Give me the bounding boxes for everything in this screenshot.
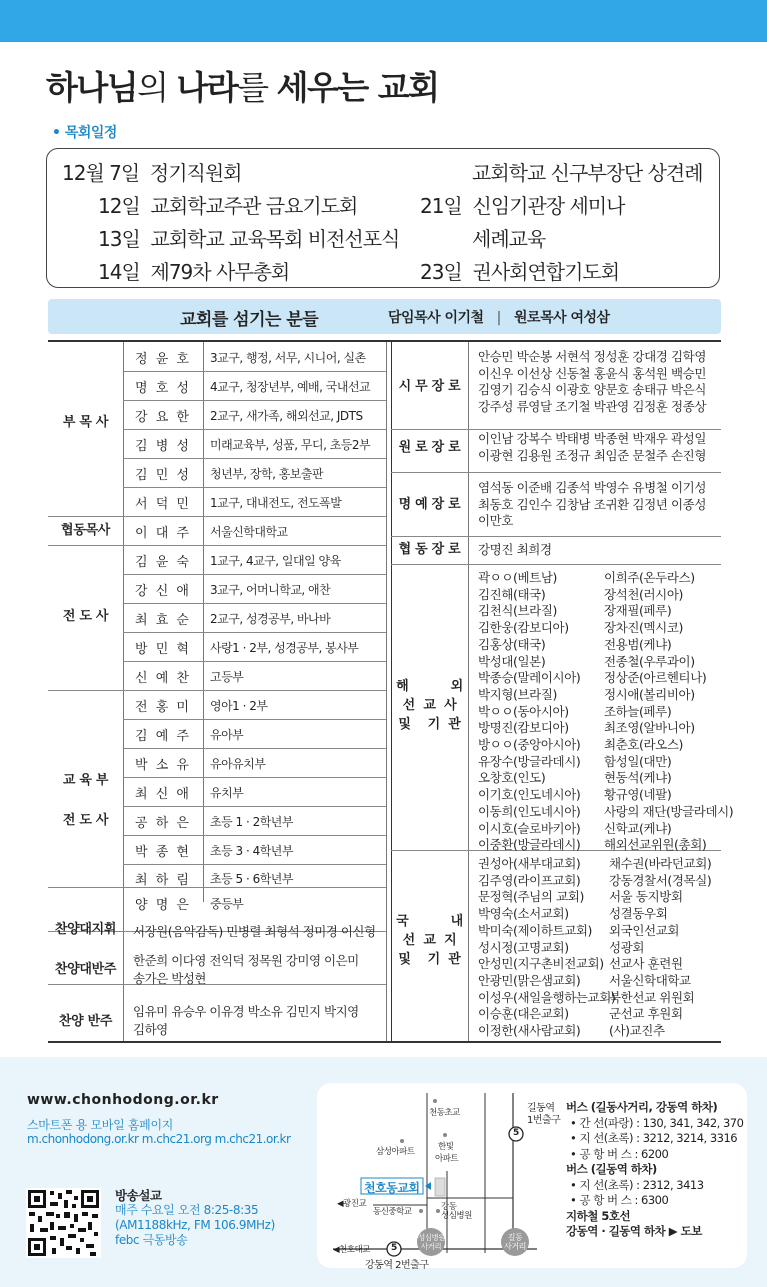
- map-school-1: 천동초교: [429, 1108, 460, 1118]
- map-cross-2: 길동 사거리: [504, 1233, 526, 1251]
- transit-line: • 공 항 버 스 : 6200: [570, 1146, 669, 1161]
- praise-accompanist-line-1: 임유미 유승우 이유경 박소유 김민지 박지영: [133, 1004, 359, 1019]
- staff-duty: 서울신학대학교: [210, 525, 288, 539]
- missionary-entry: 이중환(방글라데시): [478, 837, 581, 853]
- domestic-mission-entry: 외국인선교회: [609, 922, 680, 938]
- radio-frequency: (AM1188kHz, FM 106.9MHz): [115, 1218, 275, 1232]
- coop-elders-list: 강명진 최희경: [478, 542, 552, 557]
- mobile-homepage-urls[interactable]: m.chonhodong.or.kr m.chc21.org m.chc21.or.kr: [27, 1132, 291, 1146]
- staff-duty: 2교구, 성경공부, 바나바: [210, 612, 331, 626]
- schedule-item: 세례교육: [472, 227, 546, 251]
- missionary-entry: 이동희(인도네시아): [478, 803, 581, 819]
- category-edu-2: 전 도 사: [62, 813, 109, 828]
- staff-duty: 영아1 · 2부: [210, 699, 268, 713]
- map-apt-2b: 아파트: [435, 1154, 459, 1164]
- staff-duty: 고등부: [210, 670, 244, 684]
- mobile-homepage-label: 스마트폰 용 모바일 홈페이지: [27, 1118, 174, 1132]
- page-title: [46, 62, 439, 109]
- missionary-entry: 장차진(멕시코): [604, 620, 684, 636]
- radio-title: 방송설교: [115, 1188, 162, 1203]
- domestic-mission-entry: 이승훈(대은교회): [478, 1006, 569, 1022]
- category-praise-accompanist: 찬양 반주: [58, 1014, 113, 1029]
- domestic-mission-entry: 성결동우회: [609, 906, 668, 922]
- transit-line: • 지 선(초록) : 3212, 3214, 3316: [570, 1131, 738, 1145]
- category-overseas-1: 해 외: [396, 679, 463, 694]
- staff-name: 최 신 애: [135, 787, 191, 802]
- missionary-entry: 최조영(알바니아): [604, 720, 695, 736]
- domestic-mission-entry: (사)교진추: [609, 1023, 665, 1039]
- transit-line: • 공 항 버 스 : 6300: [570, 1193, 669, 1207]
- category-overseas-3: 및 기 관: [398, 717, 461, 732]
- staff-duty: 1교구, 4교구, 일대일 양육: [210, 554, 341, 568]
- domestic-mission-entry: 박미숙(제이하트교회): [478, 922, 593, 938]
- missionary-entry: 전종철(우루과이): [604, 653, 695, 669]
- staff-duty: 유아부: [210, 728, 244, 742]
- domestic-mission-entry: 서울신학대학교: [609, 972, 691, 988]
- missionary-entry: 현동석(케냐): [604, 770, 672, 786]
- title-word-4: 를: [237, 68, 277, 107]
- domestic-mission-entry: 북한선교 위원회: [609, 989, 695, 1005]
- emeritus-elders-list: 이인남 강복수 박태병 박종현 박재우 곽성일 이광현 김용원 조정규 최임준 문철주 손진형: [478, 431, 707, 463]
- honorary-elders-list: 염석동 이준배 김종석 박영수 유병철 이기성 최동호 김인수 김창남 조귀환 김정년 이종성 이만호: [478, 480, 707, 529]
- missionary-entry: 해외선교위원(총회): [604, 837, 707, 853]
- transit-line: • 간 선(파랑) : 130, 341, 342, 370: [570, 1115, 744, 1130]
- domestic-mission-entry: 성광회: [609, 939, 645, 955]
- staff-name: 최 하 림: [135, 873, 191, 888]
- top-accent-bar: [0, 0, 767, 42]
- staff-name: 양 명 은: [135, 898, 191, 913]
- choir-accompanist-line-2: 송가은 박성현: [133, 971, 206, 986]
- missionary-entry: 곽ㅇㅇ(베트남): [478, 570, 558, 585]
- domestic-mission-entry: 안성민(지구촌비전교회): [478, 956, 604, 972]
- schedule-item: 14일 제79차 사무총회: [98, 260, 290, 284]
- staff-name: 김 병 성: [135, 439, 191, 454]
- domestic-mission-entry: 성시정(고명교회): [478, 939, 569, 955]
- domestic-mission-entry: 권성아(새부대교회): [478, 856, 581, 871]
- category-domestic-2: 선 교 지: [402, 933, 457, 948]
- category-overseas-2: 선 교 사: [402, 698, 457, 713]
- staff-name: 공 하 은: [135, 816, 191, 831]
- missionary-entry: 정상준(아르헨티나): [604, 670, 707, 686]
- missionary-entry: 방명진(캄보디아): [478, 720, 569, 736]
- domestic-mission-entry: 강동경찰서(경목실): [609, 872, 712, 888]
- choir-director-names: 서장원(음악감독) 민병렬 최형석 정미경 이신형: [133, 924, 376, 939]
- staff-name: 박 종 현: [135, 845, 191, 860]
- map-cross-1: 성심병원 사거리: [418, 1233, 445, 1251]
- map-school-2: 동신중학교: [373, 1207, 412, 1217]
- transit-line: 지하철 5호선: [566, 1208, 631, 1223]
- staff-duty: 청년부, 장학, 홍보출판: [210, 467, 324, 481]
- schedule-item: 12일 교회학교주관 금요기도회: [98, 194, 358, 218]
- category-elders: 시 무 장 로: [398, 379, 461, 394]
- missionary-entry: 조하늘(페루): [604, 703, 672, 719]
- schedule-item: 12월 7일 정기직원회: [62, 161, 242, 185]
- staff-duty: 초등 1 · 2학년부: [210, 815, 293, 829]
- missionary-entry: 박성대(일본): [478, 653, 546, 669]
- staff-name: 전 홍 미: [135, 700, 191, 715]
- transit-line: 버스 (길동사거리, 강동역 하차): [566, 1100, 718, 1114]
- staff-duty: 초등 3 · 4학년부: [210, 844, 293, 858]
- domestic-mission-entry: 이성우(새일을행하는교회): [478, 989, 616, 1005]
- praise-accompanist-line-2: 김하영: [133, 1022, 168, 1037]
- title-word-2: 의: [137, 68, 177, 107]
- schedule-label: • 목회일정: [52, 125, 117, 141]
- category-associate-pastor: 부 목 사: [62, 415, 109, 430]
- staff-duty: 사랑1 · 2부, 성경공부, 봉사부: [210, 641, 359, 655]
- missionary-entry: 함성일(대만): [604, 753, 672, 769]
- missionary-entry: 장석천(러시아): [604, 586, 684, 602]
- staff-duty: 1교구, 대내전도, 전도폭발: [210, 496, 342, 510]
- missionary-entry: 김진해(태국): [478, 586, 546, 602]
- staff-duty: 3교구, 어머니학교, 애찬: [210, 583, 331, 597]
- staff-name: 명 호 성: [135, 381, 191, 396]
- staff-name: 박 소 유: [135, 758, 191, 773]
- domestic-mission-entry: 안광민(맑은샘교회): [478, 972, 581, 988]
- category-domestic-1: 국 내: [396, 914, 463, 929]
- staff-duty: 4교구, 청장년부, 예배, 국내선교: [210, 380, 371, 394]
- category-edu-1: 교 육 부: [62, 773, 109, 788]
- qr-code[interactable]: [26, 1188, 101, 1258]
- staff-name: 이 대 주: [135, 526, 191, 541]
- category-domestic-3: 및 기 관: [398, 952, 461, 967]
- map-apt-1: 삼성아파트: [376, 1147, 415, 1157]
- staff-duty: 중등부: [210, 897, 244, 911]
- title-word-5: 세우는 교회: [276, 68, 439, 107]
- domestic-list-col2: [609, 856, 711, 1040]
- map-gangjin-bridge: ◀광진교: [337, 1199, 367, 1209]
- category-choir-accompanist: 찬양대반주: [54, 962, 117, 977]
- missionary-entry: 전용범(케냐): [604, 636, 672, 652]
- missionary-entry: 유장수(방글라데시): [478, 753, 581, 769]
- missionary-entry: 방ㅇㅇ(중앙아시아): [478, 737, 581, 753]
- missionary-entry: 황규영(네팔): [604, 787, 672, 803]
- map-line5-badge: 5: [513, 1128, 519, 1138]
- missionary-entry: 정시애(볼리비아): [604, 686, 695, 702]
- missionary-entry: 사랑의 재단(방글라데시): [604, 803, 734, 819]
- staff-duty: 초등 5 · 6학년부: [210, 872, 293, 886]
- transit-line: • 지 선(초록) : 2312, 3413: [570, 1177, 704, 1192]
- staff-duty: 유치부: [210, 786, 244, 800]
- map-gangdong-exit-2: 강동역 2번출구: [365, 1260, 429, 1271]
- radio-station: febc 극동방송: [115, 1233, 188, 1247]
- missionary-entry: 이기호(인도네시아): [478, 787, 581, 803]
- domestic-mission-entry: 김주영(라이프교회): [478, 872, 581, 888]
- elders-list: 안승민 박순봉 서현석 정성훈 강대경 김학영 이신우 이선상 신동철 홍윤식 홍석원 백승민 김영기 김승식 이광호 양문호 송태규 박은식 강주성 류영달 조기철 박관영 김정훈 정종상: [478, 349, 707, 415]
- map-church-label: 천호동교회: [364, 1181, 420, 1195]
- missionary-entry: 최춘호(라오스): [604, 737, 684, 753]
- staff-name: 강 신 애: [135, 584, 191, 599]
- staff-duty: 2교구, 새가족, 해외선교, JDTS: [210, 409, 363, 423]
- transit-directions: [566, 1100, 743, 1240]
- map-apt-2a: 한빛: [438, 1142, 454, 1152]
- staff-name: 강 요 한: [135, 410, 191, 425]
- missionary-entry: 김홍상(태국): [478, 636, 546, 652]
- domestic-mission-entry: 군선교 후원회: [609, 1006, 683, 1022]
- missionary-entry: 신학교(케냐): [604, 820, 672, 836]
- title-word-3: 나라: [176, 68, 238, 107]
- staff-header-title: 교회를 섬기는 분들: [180, 310, 319, 330]
- radio-sermon: [115, 1188, 275, 1248]
- map-gildong-station-a: 길동역: [527, 1103, 555, 1114]
- domestic-mission-entry: 이정한(새사람교회): [478, 1023, 581, 1039]
- overseas-list-col1: [478, 570, 580, 854]
- staff-name: 서 덕 민: [135, 497, 191, 512]
- schedule-item: 교회학교 신구부장단 상견례: [472, 161, 703, 185]
- domestic-mission-entry: 박영숙(소서교회): [478, 906, 569, 922]
- staff-name: 김 민 성: [135, 468, 191, 483]
- missionary-entry: 박ㅇㅇ(동아시아): [478, 703, 569, 719]
- category-coop-elders: 협 동 장 로: [398, 542, 461, 557]
- category-coop-pastor: 협동목사: [60, 523, 111, 538]
- staff-name: 김 예 주: [135, 729, 191, 744]
- category-honorary-elders: 명 예 장 로: [398, 497, 461, 512]
- missionary-entry: 김한웅(캄보디아): [478, 620, 569, 636]
- schedule-item: 23일 권사회연합기도회: [420, 260, 620, 284]
- staff-header-pastors: 담임목사 이기철 | 원로목사 여성삼: [388, 310, 610, 326]
- domestic-mission-entry: 서울 동지방회: [609, 889, 683, 905]
- missionary-entry: 오창호(인도): [478, 770, 546, 786]
- staff-name: 최 효 순: [135, 613, 191, 628]
- missionary-entry: 김천식(브라질): [478, 603, 558, 619]
- missionary-entry: 이희주(온두라스): [604, 570, 695, 585]
- map-gildong-station-b: 1번출구: [527, 1115, 561, 1126]
- category-choir-director: 찬양대지휘: [54, 922, 117, 937]
- map-hospital: 강동 성심병원: [441, 1202, 472, 1221]
- domestic-list-col1: [478, 856, 615, 1040]
- overseas-list-col2: [604, 570, 733, 854]
- staff-name: 방 민 혁: [135, 642, 191, 657]
- staff-duty: 3교구, 행정, 서무, 시니어, 실촌: [210, 351, 366, 365]
- website-link[interactable]: www.chonhodong.or.kr: [27, 1092, 219, 1108]
- radio-time: 매주 수요일 오전 8:25-8:35: [115, 1203, 259, 1217]
- map-cheonho-bridge: ◀천호대교: [333, 1245, 370, 1255]
- transit-line: 버스 (길동역 하차): [566, 1162, 657, 1176]
- category-evangelist: 전 도 사: [62, 609, 109, 624]
- missionary-entry: 이시호(슬로바키아): [478, 820, 581, 836]
- domestic-mission-entry: 채수권(바라던교회): [609, 856, 712, 871]
- staff-name: 김 윤 숙: [135, 555, 191, 570]
- title-word-1: 하나님: [46, 68, 138, 107]
- missionary-entry: 장재필(페루): [604, 603, 672, 619]
- staff-name: 신 예 찬: [135, 671, 191, 686]
- staff-name: 정 윤 호: [135, 352, 191, 367]
- missionary-entry: 박지형(브라질): [478, 686, 558, 702]
- staff-header-bar: [48, 299, 721, 334]
- transit-line: 강동역 · 길동역 하차 ▶ 도보: [566, 1224, 702, 1238]
- missionary-entry: 박종승(말레이시아): [478, 670, 581, 686]
- map-line5-badge-2: 5: [391, 1243, 397, 1253]
- schedule-item: 21일 신임기관장 세미나: [420, 194, 625, 218]
- staff-duty: 유아유치부: [210, 757, 266, 771]
- domestic-mission-entry: 선교사 훈련원: [609, 956, 683, 972]
- staff-duty: 미래교육부, 성품, 무디, 초등2부: [210, 438, 371, 452]
- choir-accompanist-line-1: 한준희 이다영 전익덕 정목원 강미영 이은미: [133, 953, 359, 968]
- category-emeritus-elders: 원 로 장 로: [398, 440, 461, 455]
- schedule-item: 13일 교회학교 교육목회 비전선포식: [98, 227, 400, 251]
- domestic-mission-entry: 문정혁(주님의 교회): [478, 889, 584, 905]
